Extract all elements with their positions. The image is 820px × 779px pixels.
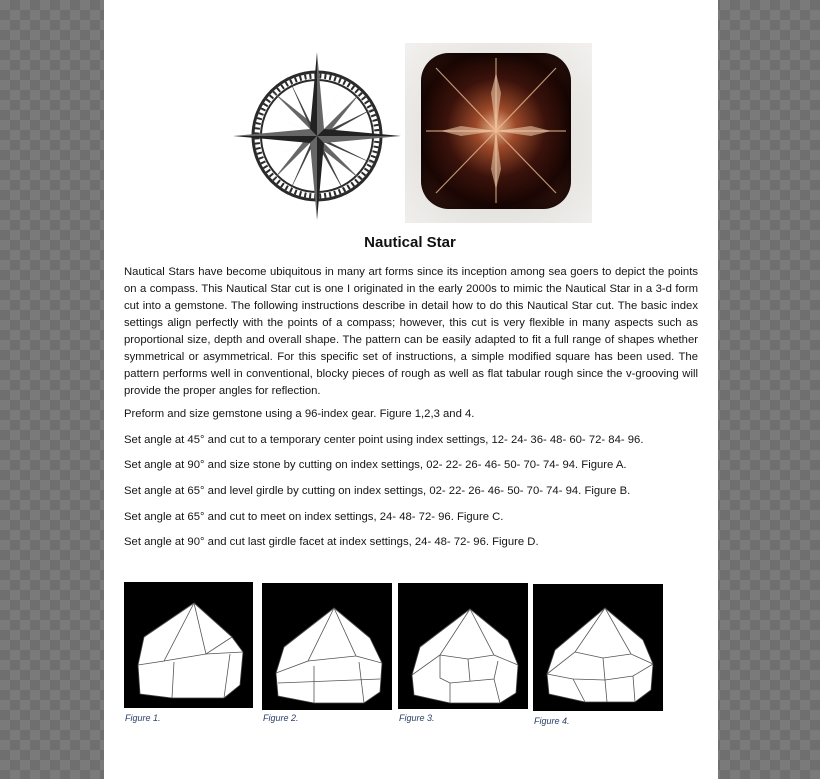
instruction-step: Set angle at 90° and cut last girdle facet at index settings, 24- 48- 72- 96. Figure D. xyxy=(124,536,539,548)
figure-caption: Figure 2. xyxy=(263,713,299,723)
intro-paragraph: Nautical Stars have become ubiquitous in many art forms since its inception among sea goers to depict the points on a compass. This Nautical Star cut is one I originated in the early 2000s to mimic the Nautical Star in a 3-d form cut into a gemstone. The following instructions describe in detail how to do this Nautical Star cut. The basic index settings align perfectly with the points of a compass; however, this cut is very flexible in many aspects such as proportional size, depth and overall shape. The pattern can be easily adapted to fit a full range of shapes whether symmetrical or asymmetrical. For this specific set of instructions, a simple modified square has been used. The pattern performs well in conventional, blocky pieces of rough as well as flat tabular rough since the v-grooving will provide the proper angles for reflection. xyxy=(124,266,698,397)
figure-1-image xyxy=(124,582,253,708)
gemstone-image xyxy=(421,53,571,209)
document-title: Nautical Star xyxy=(364,234,456,251)
compass-rose-icon xyxy=(229,48,404,223)
figure-caption: Figure 4. xyxy=(534,716,570,726)
instruction-step: Set angle at 90° and size stone by cutting on index settings, 02- 22- 26- 46- 50- 70- 74- 94. Figure A. xyxy=(124,459,627,471)
figure-3-image xyxy=(398,583,528,709)
figure-caption: Figure 1. xyxy=(125,713,161,723)
instruction-step: Preform and size gemstone using a 96-index gear. Figure 1,2,3 and 4. xyxy=(124,408,475,420)
figure-2-image xyxy=(262,583,392,710)
nautical-star-compass-image xyxy=(229,48,404,223)
figure-4-image xyxy=(533,584,663,711)
nautical-star-gem-photo xyxy=(405,43,592,223)
instruction-step: Set angle at 45° and cut to a temporary center point using index settings, 12- 24- 36- 48- 60- 72- 84- 96. xyxy=(124,434,644,446)
instruction-step: Set angle at 65° and cut to meet on index settings, 24- 48- 72- 96. Figure C. xyxy=(124,511,504,523)
instruction-step: Set angle at 65° and level girdle by cutting on index settings, 02- 22- 26- 46- 50- 70- 74- 94. Figure B. xyxy=(124,485,631,497)
figure-caption: Figure 3. xyxy=(399,713,435,723)
